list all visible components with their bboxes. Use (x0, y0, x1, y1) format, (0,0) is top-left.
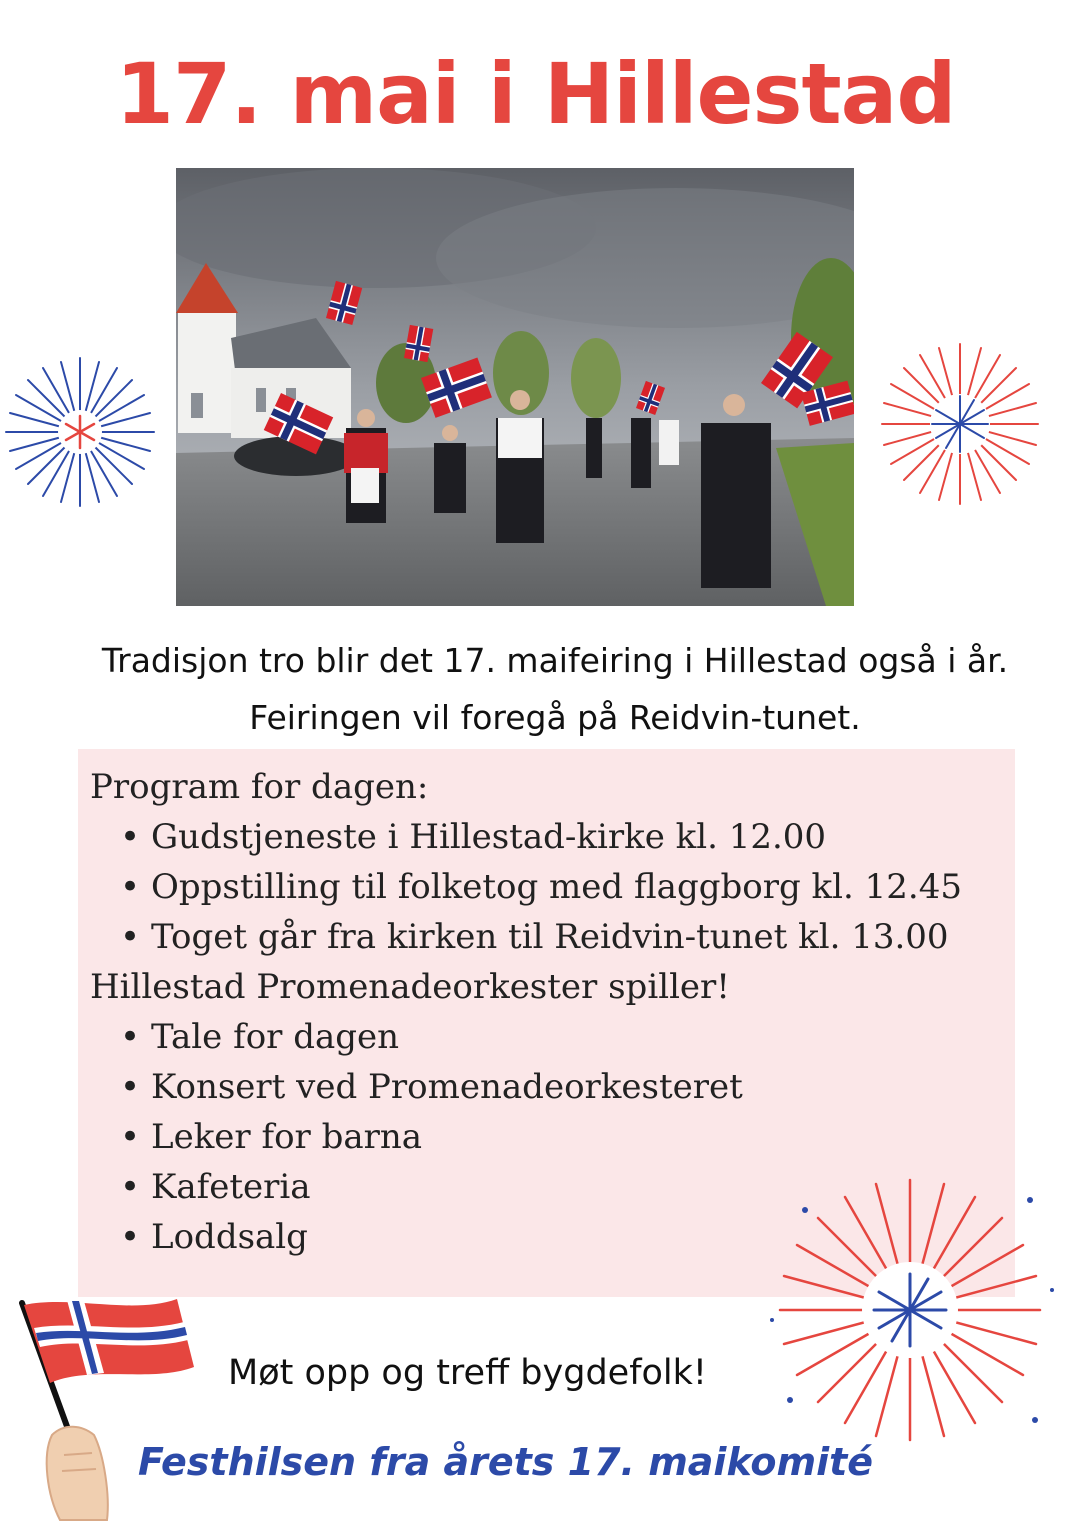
program-item: Toget går fra kirken til Reidvin-tunet kl. 13.00 (151, 917, 949, 957)
program-heading: Program for dagen: (90, 767, 429, 807)
program-item: Tale for dagen (151, 1017, 400, 1057)
program-item: Leker for barna (151, 1117, 423, 1157)
bullet-icon: • (120, 1117, 141, 1157)
program-item: Loddsalg (151, 1217, 308, 1257)
bullet-icon: • (120, 1067, 141, 1107)
firework-right-icon (878, 338, 1043, 514)
bullet-icon: • (120, 817, 141, 857)
bullet-icon: • (120, 867, 141, 907)
intro-line-1: Tradisjon tro blir det 17. maifeiring i Hillestad også i år. (101, 641, 1009, 680)
intro-text (0, 632, 1071, 746)
page-title: 17. mai i Hillestad (115, 45, 956, 143)
parade-photo (176, 168, 854, 606)
intro-line-2: Feiringen vil foregå på Reidvin-tunet. (249, 698, 861, 737)
program-subheading: Hillestad Promenadeorkester spiller! (90, 967, 730, 1007)
flag-in-hand-icon (12, 1295, 202, 1529)
meet-text: Møt opp og treff bygdefolk! (228, 1353, 707, 1393)
bullet-icon: • (120, 1217, 141, 1257)
bullet-icon: • (120, 917, 141, 957)
program-item: Kafeteria (151, 1167, 311, 1207)
firework-bottom-icon (760, 1170, 1060, 1454)
bullet-icon: • (120, 1017, 141, 1057)
greeting-text: Festhilsen fra årets 17. maikomité (138, 1440, 874, 1484)
bullet-icon: • (120, 1167, 141, 1207)
program-item: Konsert ved Promenadeorkesteret (151, 1067, 743, 1107)
program-item: Oppstilling til folketog med flaggborg kl. 12.45 (151, 867, 962, 907)
firework-left-icon (0, 352, 160, 516)
program-item: Gudstjeneste i Hillestad-kirke kl. 12.00 (151, 817, 827, 857)
